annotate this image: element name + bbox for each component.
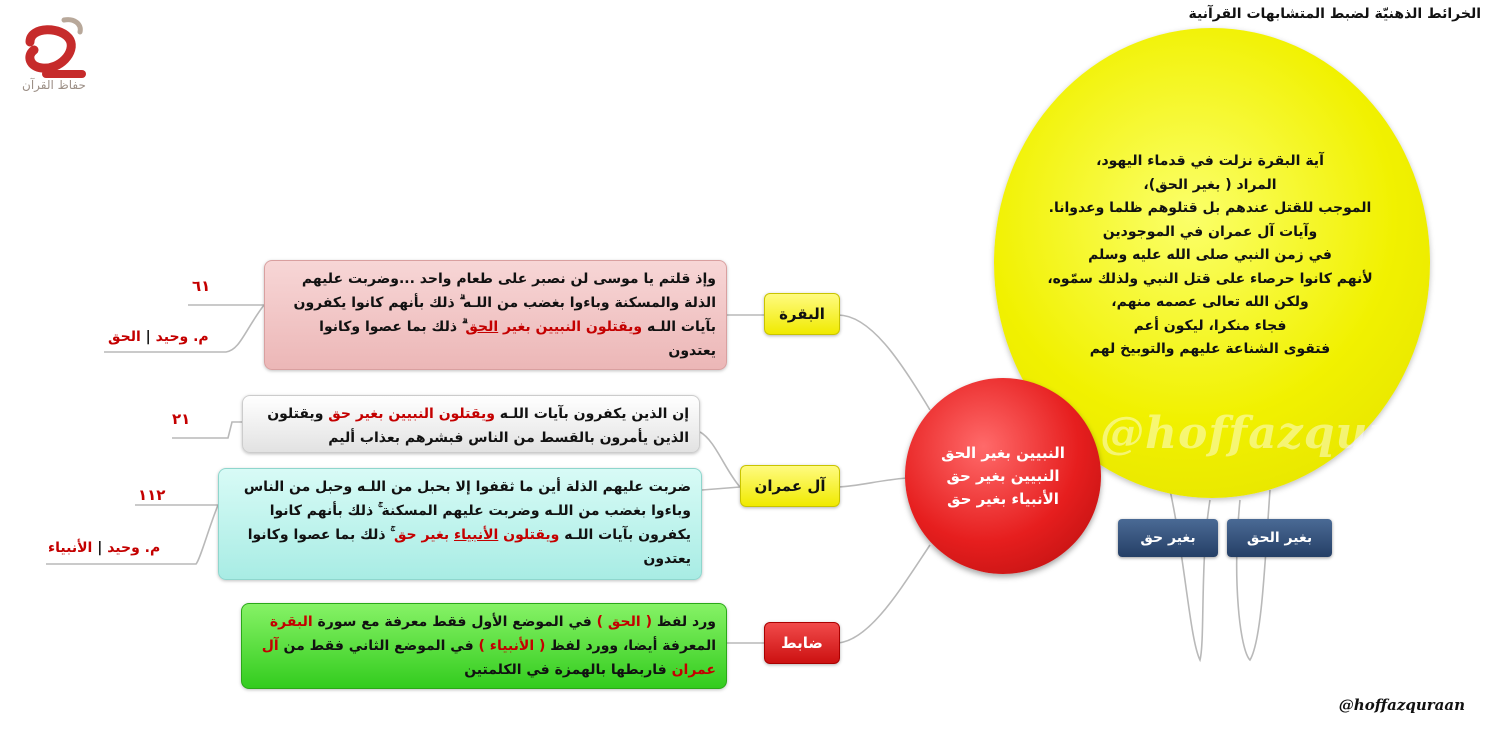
note-line: الموجب للقتل عندهم بل قتلوهم ظلما وعدوانا. xyxy=(1048,200,1372,216)
verse-highlight: بغير حق xyxy=(393,527,454,543)
ref-number-61: ٦١ xyxy=(192,277,211,295)
note-line: وآيات آل عمران في الموجودين xyxy=(1102,223,1318,240)
verse-highlight: ويقتلون النبيين بغير xyxy=(498,319,643,335)
rule-highlight: آل عمران xyxy=(261,638,716,678)
ref-note-112 xyxy=(48,540,160,556)
note-line: فجاء منكرا، ليكون أعم xyxy=(1133,317,1287,334)
ref-word: الأنبياء xyxy=(48,540,93,556)
rule-text: فاربطها بالهمزة في الكلمتين xyxy=(464,662,672,678)
connector-note-loop-1 xyxy=(1170,490,1210,660)
note-line: ولكن الله تعالى عصمه منهم، xyxy=(1111,294,1309,310)
verse-highlight: ويقتلون xyxy=(498,527,560,543)
branch-baqarah[interactable]: البقرة xyxy=(764,293,840,335)
connector-imran-box-21 xyxy=(700,432,740,487)
rule-box xyxy=(241,603,727,689)
verse-text: ضربت عليهم الذلة أين ما ثقفوا إلا بحبل من اللـه وحبل من الناس وباءوا بغضب من اللـه وضربت عليهم المسكنة ۚ ذلك بأنهم كانوا يكفرون بآيات اللـه xyxy=(243,479,691,543)
verse-text: إن الذين يكفرون بآيات اللـه xyxy=(494,406,689,422)
verse-imran-21 xyxy=(242,395,700,453)
rule-text: المعرفة أيضا، وورد لفظ xyxy=(545,638,716,654)
verse-text: ۚ ذلك بما عصوا وكانوا يعتدون xyxy=(247,527,691,567)
verse-imran-112 xyxy=(218,468,702,580)
connector-center-baqarah xyxy=(838,315,930,410)
center-line: النبيين بغير الحق xyxy=(941,443,1065,462)
verse-baqarah-61 xyxy=(264,260,727,370)
page-title: الخرائط الذهنيّة لضبط المتشابهات القرآنية xyxy=(1188,6,1481,22)
note-line: آية البقرة نزلت في قدماء اليهود، xyxy=(1096,153,1324,169)
connector-note-loop-2 xyxy=(1237,490,1270,660)
rule-highlight: البقرة xyxy=(269,614,313,630)
footer-handle: @hoffazquraan xyxy=(1338,696,1465,714)
watermark: @hoffazquraan xyxy=(1100,408,1485,459)
rule-text: في الموضع الأول فقط معرفة مع سورة xyxy=(312,614,597,630)
center-line: الأنبياء بغير حق xyxy=(947,489,1059,508)
ref-word: الحق xyxy=(108,329,141,345)
ref-number-112: ١١٢ xyxy=(138,486,166,504)
connector-imran-box-112 xyxy=(702,487,740,490)
ref-word: م. وحيد xyxy=(107,540,161,556)
branch-dabit[interactable]: ضابط xyxy=(764,622,840,664)
verse-highlight-underlined: الأنبياء xyxy=(453,527,499,543)
verse-text: ۗ ذلك بما عصوا وكانوا يعتدون xyxy=(319,319,716,359)
verse-highlight-underlined: الحق xyxy=(465,319,499,335)
branch-imran[interactable]: آل عمران xyxy=(740,465,840,507)
connector-center-dabit xyxy=(838,545,930,643)
center-line: النبيين بغير حق xyxy=(946,466,1060,485)
tag-bighayr-haqq[interactable]: بغير حق xyxy=(1118,519,1218,557)
logo-caption: حفاظ القرآن xyxy=(22,78,86,92)
verse-text: ويقتلون الذين يأمرون بالقسط من الناس فبشرهم بعذاب أليم xyxy=(267,406,689,446)
ref-separator: | xyxy=(140,329,156,345)
note-line: المراد ( بغير الحق)، xyxy=(1143,176,1277,193)
note-text xyxy=(1030,150,1390,362)
note-line: في زمن النبي صلى الله عليه وسلم xyxy=(1088,247,1332,263)
rule-text: ورد لفظ xyxy=(651,614,716,630)
ref-separator: | xyxy=(92,540,108,556)
rule-text: في الموضع الثاني فقط من xyxy=(278,638,479,654)
tag-bighayr-alhaqq[interactable]: بغير الحق xyxy=(1227,519,1332,557)
verse-highlight: ويقتلون النبيين بغير حق xyxy=(328,406,495,422)
ref-word: م. وحيد xyxy=(155,329,209,345)
note-line: لأنهم كانوا حرصاء على قتل النبي ولذلك سمّوه، xyxy=(1047,270,1373,287)
ref-note-61 xyxy=(108,329,209,345)
verse-text: وإذ قلتم يا موسى لن نصبر على طعام واحد ...وضربت عليهم الذلة والمسكنة وباءوا بغضب من اللـه ۗ ذلك بأنهم كانوا يكفرون بآيات اللـه xyxy=(293,271,716,335)
connector-center-imran xyxy=(838,478,907,487)
center-node[interactable] xyxy=(905,378,1101,574)
ref-number-21: ٢١ xyxy=(172,410,191,428)
rule-highlight: ( الأنبياء ) xyxy=(478,638,546,654)
rule-highlight: ( الحق ) xyxy=(596,614,652,630)
note-line: فتقوى الشناعة عليهم والتوبيخ لهم xyxy=(1089,341,1331,357)
